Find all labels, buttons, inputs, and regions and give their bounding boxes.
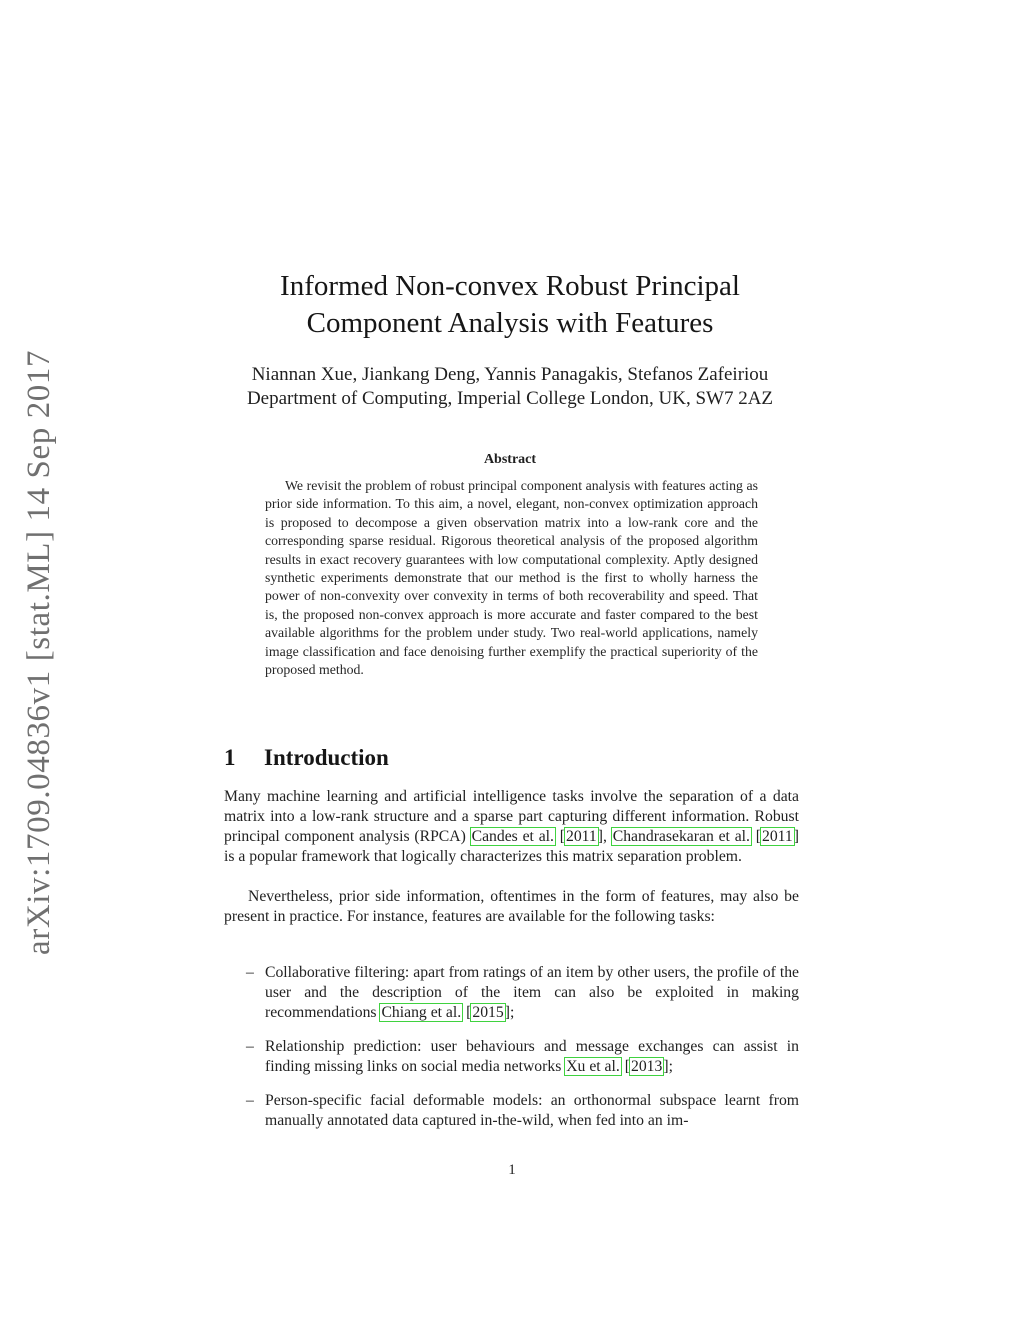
citation-link-xu[interactable]: Xu et al. [566, 1058, 620, 1075]
task-text: Relationship prediction: user behaviours and message exchanges can assist in finding missing links on social media networks [265, 1038, 799, 1075]
author-affiliation: Department of Computing, Imperial College London, UK, SW7 2AZ [246, 388, 774, 409]
citation-link-chiang[interactable]: Chiang et al. [381, 1004, 462, 1021]
title-line-2: Component Analysis with Features [306, 307, 714, 339]
list-item: – Collaborative filtering: apart from ratings of an item by other users, the profile of the user and the description of the item can also be exploited in making recommendations Chiang et al. [2015]; [246, 964, 799, 1021]
citation-year-link-xu[interactable]: 2013 [630, 1058, 663, 1075]
paper-title [160, 268, 860, 342]
citation-link-candes[interactable]: Candes et al. [471, 828, 554, 845]
task-tail: ; [509, 1004, 515, 1021]
intro-text-c: is a popular framework that logically characterizes this matrix separation problem. [224, 848, 742, 865]
author-block [160, 363, 860, 411]
abstract-paragraph: We revisit the problem of robust principal component analysis with features acting as prior side information. To this aim, a novel, elegant, non-convex optimization approach is proposed to decompose a given observation matrix into a low-rank core and the corresponding sparse residual. Rigorous theoretical analysis of the proposed algorithm results in exact recovery guarantees with low computational complexity. Aptly designed synthetic experiments demonstrate that our method is the first to wholly harness the power of non-convexity over convexity in terms of both recoverability and speed. That is, the proposed non-convex approach is more accurate and faster compared to the best available algorithms for the problem under study. Two real-world applications, namely image classification and face denoising further exemplify the practical superiority of the proposed method. [265, 478, 758, 678]
citation-year-link-candes[interactable]: 2011 [565, 828, 597, 845]
intro-paragraph-1: Many machine learning and artificial intelligence tasks involve the separation of a data matrix into a low-rank structure and a sparse part capturing different information. Robust principal component analysis (RPCA) Candes et al. [2011], Chandrasekaran et al. [2011] is a popular framework that logically characterizes this matrix separation problem. [224, 788, 799, 865]
author-names: Niannan Xue, Jiankang Deng, Yannis Panagakis, Stefanos Zafeiriou [251, 364, 769, 385]
intro-paragraph-2: Nevertheless, prior side information, oftentimes in the form of features, may also be present in practice. For instance, features are available for the following tasks: [224, 888, 799, 925]
list-dash: – [246, 1038, 254, 1055]
task-text: Collaborative filtering: apart from ratings of an item by other users, the profile of the user and the description of the item can also be exploited in making recommendations [265, 964, 799, 1021]
citation-link-chandrasekaran[interactable]: Chandrasekaran et al. [612, 828, 750, 845]
section-heading-introduction [224, 743, 724, 773]
abstract-text [265, 477, 758, 679]
list-item [224, 1091, 799, 1131]
section-title: Introduction [264, 745, 389, 770]
intro-text-a: Many machine learning and artificial intelligence tasks involve the separation of a data matrix into a low-rank structure and a sparse part capturing different information. Robust principal component analysis (RPCA) [224, 788, 799, 845]
list-dash: – [246, 1092, 254, 1109]
list-item: – Relationship prediction: user behaviours and message exchanges can assist in finding missing links on social media networks Xu et al. [2013]; [246, 1038, 799, 1075]
citation-year-link-chiang[interactable]: 2015 [472, 1004, 504, 1021]
arxiv-identifier: arXiv:1709.04836v1 [stat.ML] 14 Sep 2017 [21, 349, 57, 955]
section-number: 1 [224, 745, 236, 770]
intro-text-b: , [603, 828, 612, 845]
task-text: Person-specific facial deformable models: an orthonormal subspace learnt from manually annotated data captured in-the-wild, when fed into an im- [265, 1092, 799, 1129]
page-number: 1 [508, 1162, 516, 1178]
task-list [224, 963, 799, 1145]
title-line-1: Informed Non-convex Robust Principal [280, 270, 740, 302]
citation-year-link-chandrasekaran[interactable]: 2011 [761, 828, 793, 845]
list-dash: – [246, 964, 254, 981]
abstract-heading: Abstract [483, 452, 537, 467]
task-tail: ; [668, 1058, 673, 1075]
